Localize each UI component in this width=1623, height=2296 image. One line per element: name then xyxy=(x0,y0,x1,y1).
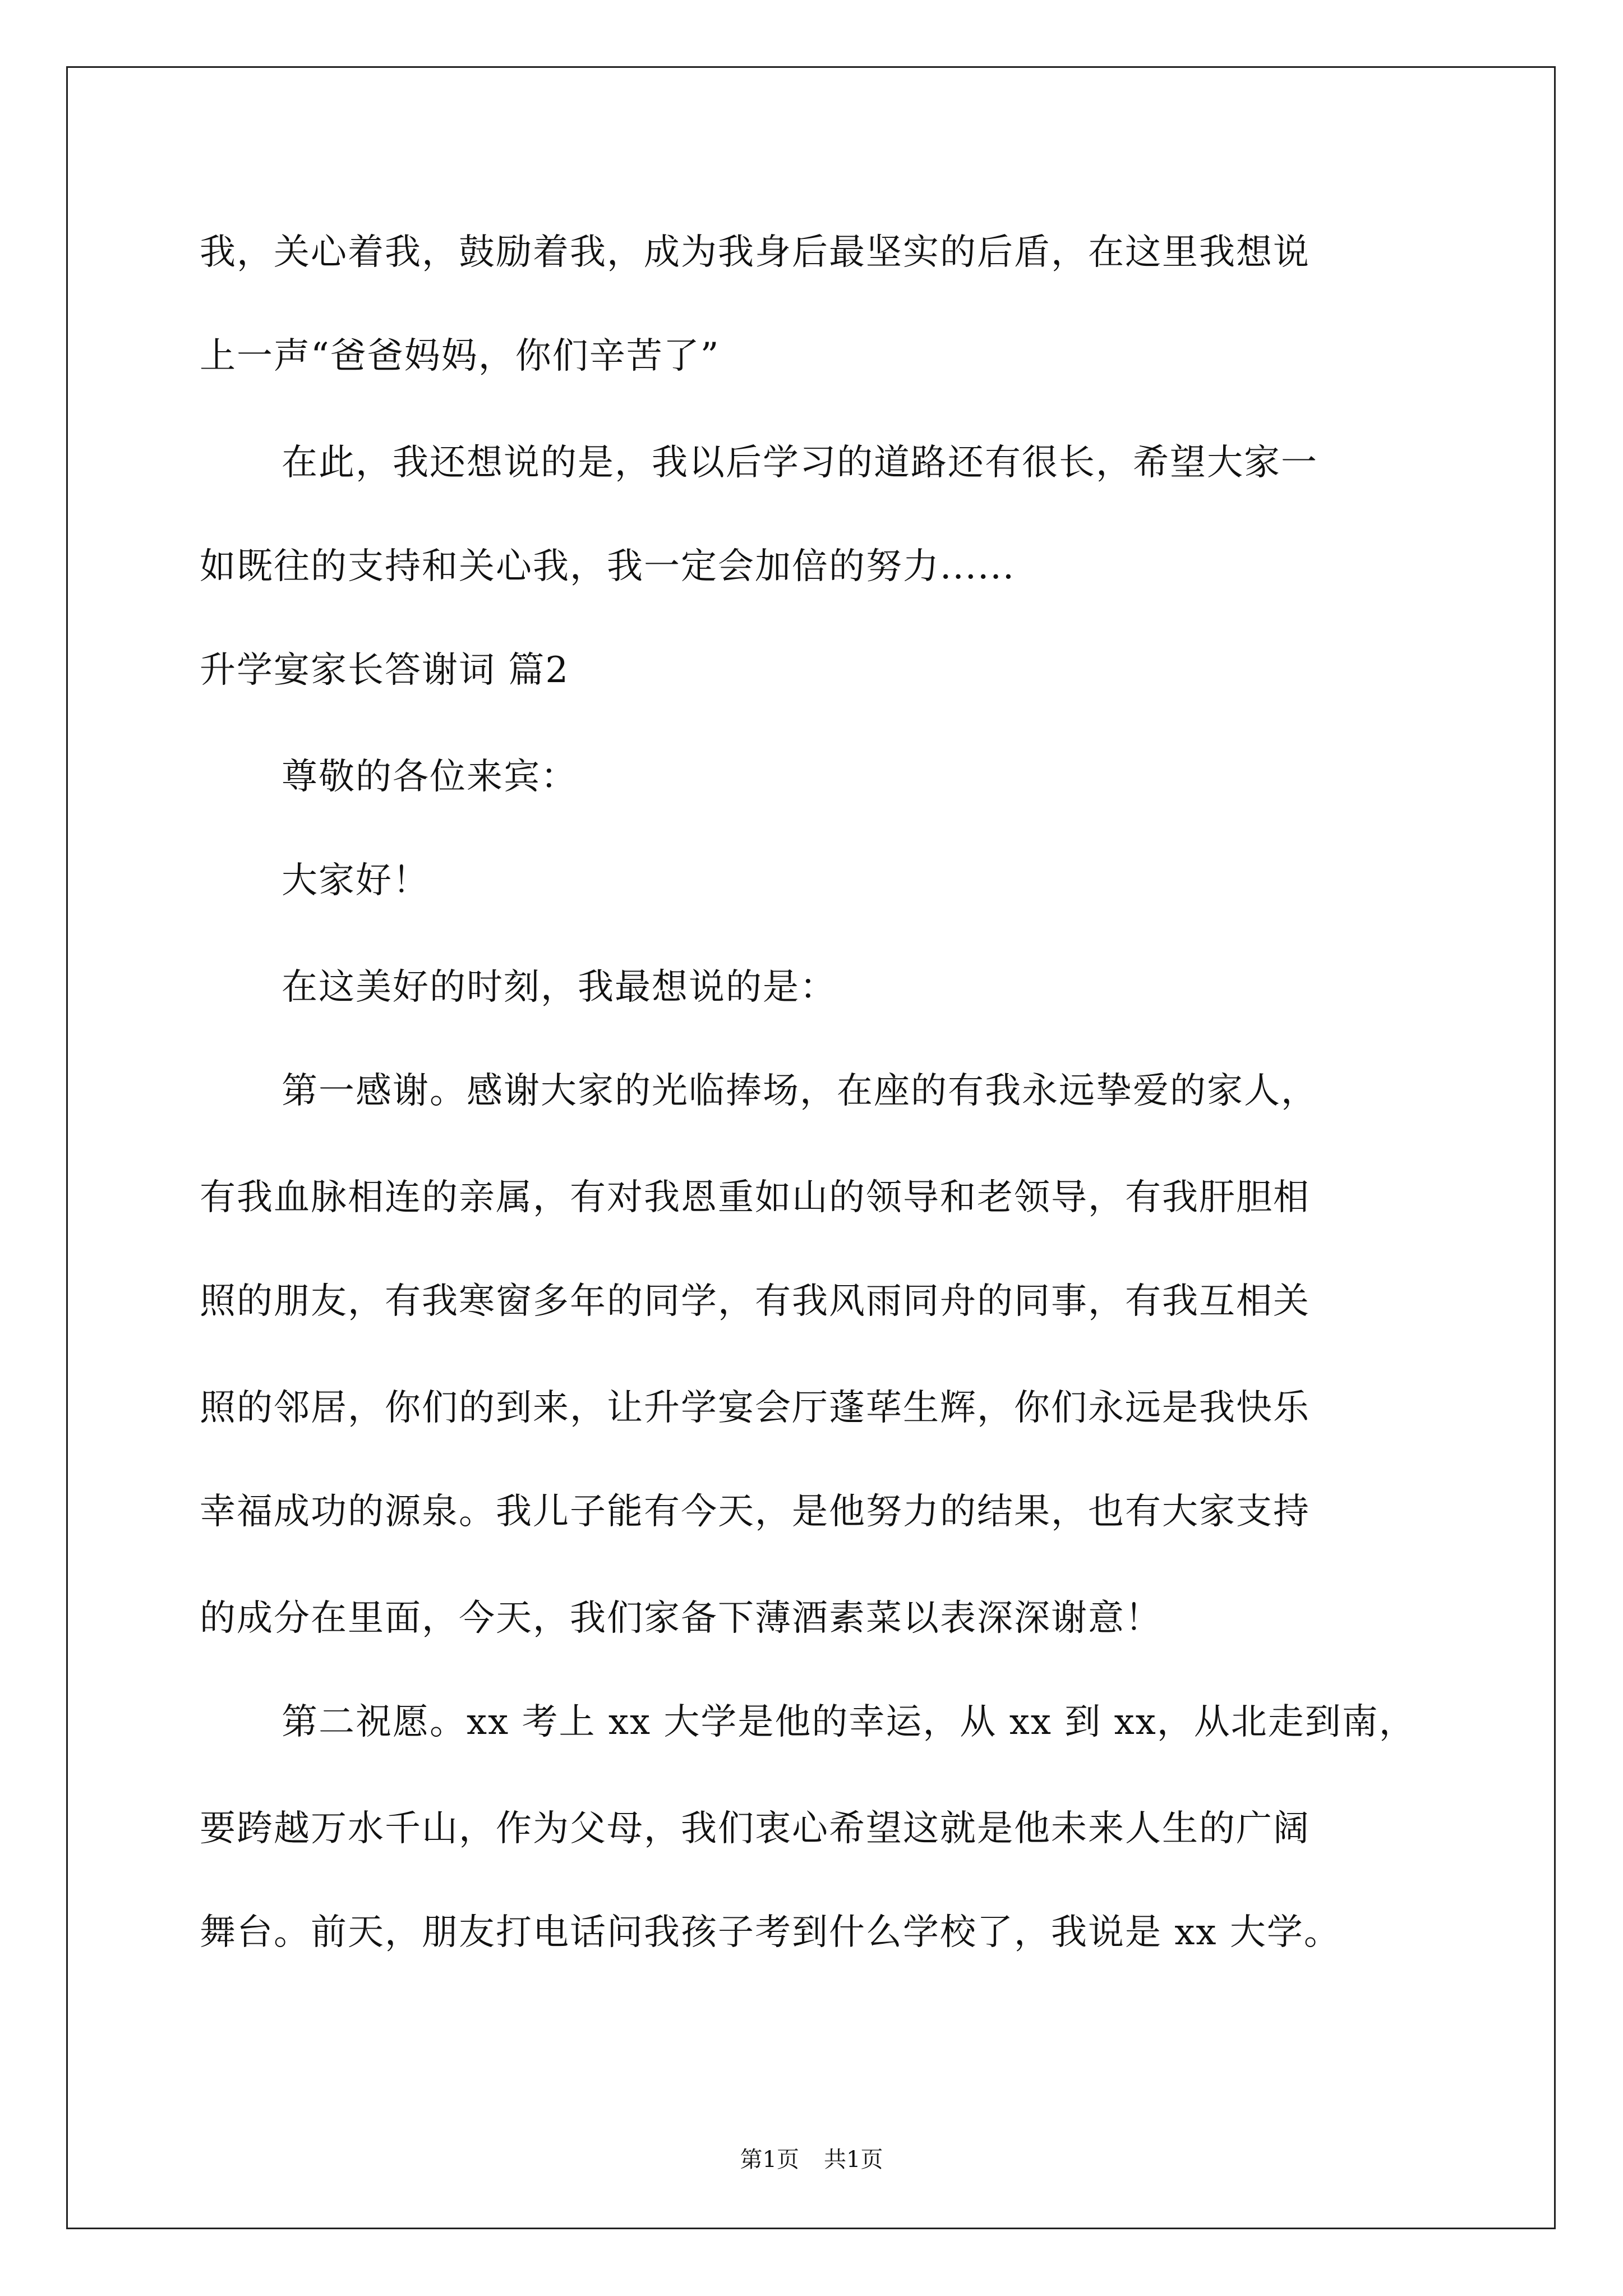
page-number: 第1页 xyxy=(740,2147,799,2173)
paragraph-line: 在此，我还想说的是，我以后学习的道路还有很长，希望大家一 xyxy=(282,442,1318,484)
paragraph-line: 有我血脉相连的亲属，有对我恩重如山的领导和老领导，有我肝胆相 xyxy=(200,1177,1310,1218)
paragraph-line: 第一感谢。感谢大家的光临捧场，在座的有我永远挚爱的家人， xyxy=(282,1070,1318,1112)
paragraph-line: 的成分在里面，今天，我们家备下薄酒素菜以表深深谢意！ xyxy=(200,1598,1162,1639)
section-heading: 升学宴家长答谢词 篇2 xyxy=(200,650,570,691)
page-footer xyxy=(0,2145,1623,2174)
page-total: 共1页 xyxy=(824,2147,883,2173)
paragraph-line: 照的朋友，有我寒窗多年的同学，有我风雨同舟的同事，有我互相关 xyxy=(200,1281,1310,1322)
paragraph-line: 我，关心着我，鼓励着我，成为我身后最坚实的后盾，在这里我想说 xyxy=(200,232,1310,273)
paragraph-line: 幸福成功的源泉。我儿子能有今天，是他努力的结果，也有大家支持 xyxy=(200,1491,1310,1533)
salutation: 尊敬的各位来宾： xyxy=(282,756,578,798)
paragraph-line: 在这美好的时刻，我最想说的是： xyxy=(282,967,837,1008)
paragraph-line: 第二祝愿。xx 考上 xx 大学是他的幸运，从 xx 到 xx，从北走到南， xyxy=(282,1701,1416,1743)
greeting: 大家好！ xyxy=(282,860,430,901)
paragraph-line: 照的邻居，你们的到来，让升学宴会厅蓬荜生辉，你们永远是我快乐 xyxy=(200,1387,1310,1429)
paragraph-line: 舞台。前天，朋友打电话问我孩子考到什么学校了，我说是 xx 大学。 xyxy=(200,1912,1341,1953)
paragraph-line: 要跨越万水千山，作为父母，我们衷心希望这就是他未来人生的广阔 xyxy=(200,1808,1310,1849)
paragraph-line: 如既往的支持和关心我，我一定会加倍的努力...... xyxy=(200,546,1016,587)
page-border xyxy=(66,66,1556,2229)
paragraph-line: 上一声“爸爸妈妈，你们辛苦了” xyxy=(200,335,720,377)
